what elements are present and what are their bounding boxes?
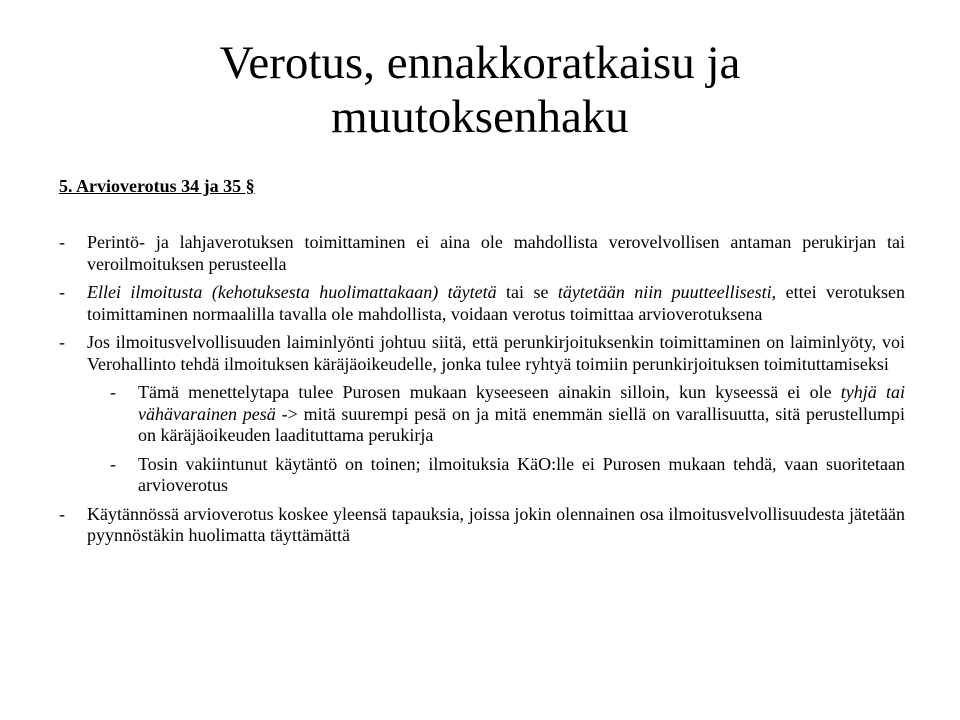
bullet-dash: - (59, 332, 65, 352)
bullet-list (59, 232, 905, 554)
list-item (59, 282, 905, 325)
list-item-text: Jos ilmoitusvelvollisuuden laiminlyönti johtuu siitä, että perunkirjoituksenkin toimittaminen on laiminlyöty, voi Verohallinto tehdä ilmoituksen käräjäoikeudelle, jonka tulee ryhtyä toimiin perunkirjoituksen toimituttamiseksi (87, 332, 905, 374)
bullet-dash: - (59, 232, 65, 252)
list-item (59, 332, 905, 375)
section-heading: 5. Arvioverotus 34 ja 35 § (59, 176, 255, 196)
list-item-text: Perintö- ja lahjaverotuksen toimittaminen ei aina ole mahdollista verovelvollisen antaman perukirjan tai veroilmoituksen perusteella (87, 232, 905, 274)
list-item (59, 232, 905, 275)
list-item-text: Tämä menettelytapa tulee Purosen mukaan kyseeseen ainakin silloin, kun kyseessä ei ole tyhjä tai vähävarainen pesä -> mitä suurempi pesä on ja mitä enemmän siellä on varallisuutta, sitä perustellumpi on käräjäoikeuden laadituttama perukirja (138, 382, 906, 445)
list-item (59, 504, 905, 547)
list-item-text: Käytännössä arvioverotus koskee yleensä tapauksia, joissa jokin olennainen osa ilmoitusvelvollisuudesta jätetään pyynnöstäkin huolimatta täyttämättä (87, 503, 905, 545)
bullet-dash: - (110, 453, 116, 474)
bullet-dash: - (59, 503, 65, 524)
bullet-dash: - (110, 382, 116, 402)
list-item-text: Ellei ilmoitusta (kehotuksesta huolimattakaan) täytetä tai se täytetään niin puutteellisesti, ettei verotuksen toimittaminen normaalilla tavalla ole mahdollista, voidaan verotus toimittaa arvioverotuksena (87, 282, 905, 324)
sub-list-item (110, 382, 905, 447)
slide-title: Verotus, ennakkoratkaisu ja muutoksenhaku (219, 37, 741, 143)
sub-list-item (110, 454, 905, 497)
bullet-dash: - (59, 282, 65, 302)
list-item-text: Tosin vakiintunut käytäntö on toinen; ilmoituksia KäO:lle ei Purosen mukaan tehdä, vaan suoritetaan arvioverotus (138, 453, 905, 495)
